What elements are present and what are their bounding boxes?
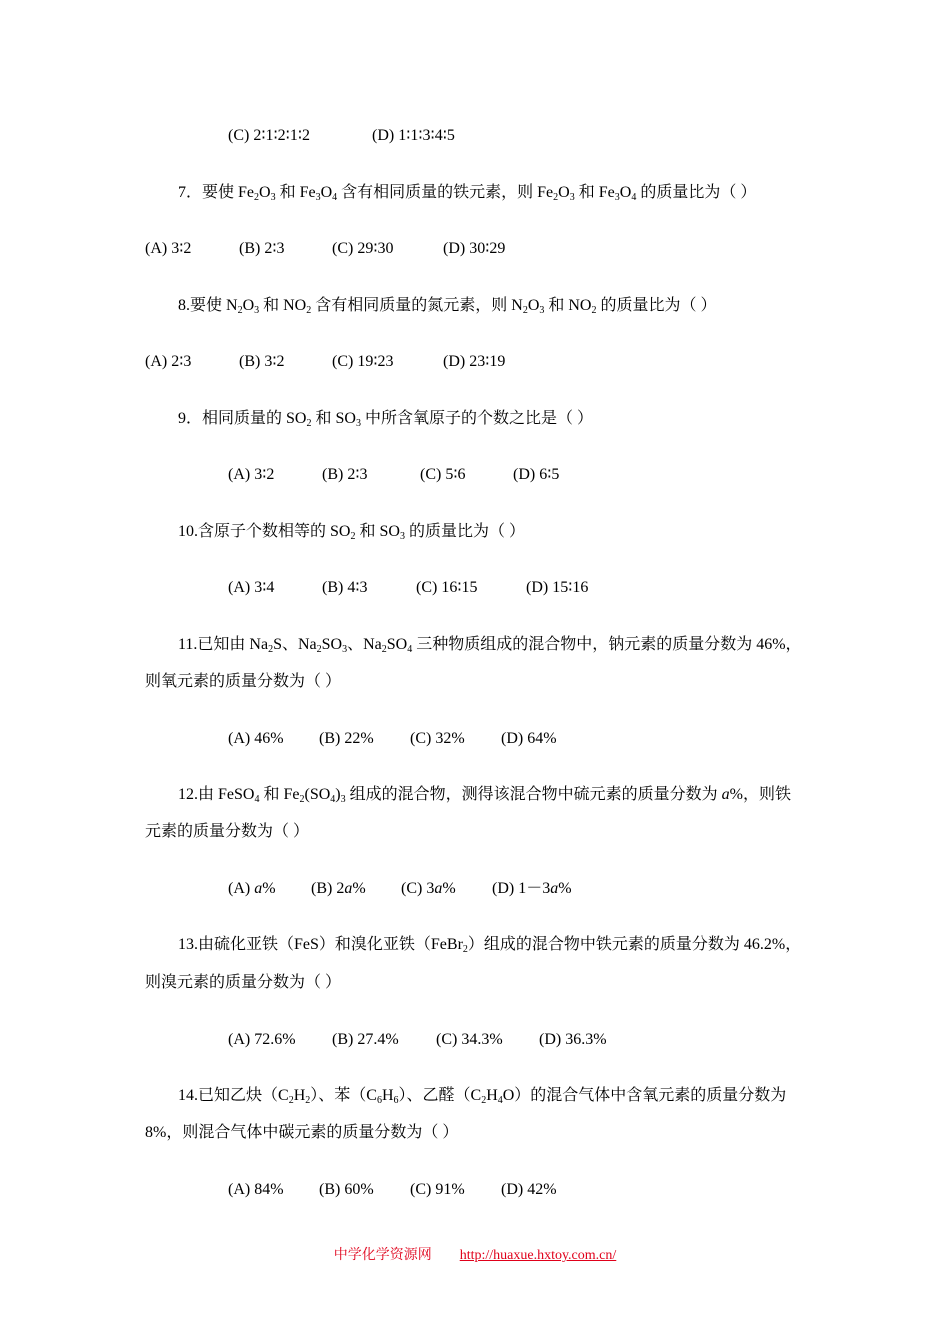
q8-option-d: (D) 23∶19 [443, 353, 506, 370]
footer-site-name: 中学化学资源网 [333, 1248, 432, 1263]
q13-stem: 13.由硫化亚铁（FeS）和溴化亚铁（FeBr$_2$）组成的混合物中铁元素的质量分数为 46.2%， [178, 936, 802, 955]
q10-option-c: (C) 16∶15 [416, 579, 478, 596]
q8-option-a: (A) 2∶3 [145, 353, 192, 370]
q14-stem: 14.已知乙炔$(C_2H_2)$、苯$(C_6H_6)$、乙醛$(C_2H_4O)$的混合气体中含氧元素的质量分数为 [178, 1087, 787, 1106]
q7-option-d: (D) 30∶29 [443, 240, 506, 257]
q9-option-d: (D) 6∶5 [513, 466, 560, 483]
q8-option-c: (C) 19∶23 [332, 353, 394, 370]
q12-option-c: (C) 3a% [401, 880, 456, 897]
q12-option-b: (B) 2a% [311, 880, 366, 897]
q11-option-c: (C) 32% [410, 730, 465, 747]
q11-stem: 11.已知由 $Na_2S$、$Na_2SO_3$、$Na_2SO_4$ 三种物质组成的混合物中，钠元素的质量分数为 46%， [178, 636, 802, 655]
q7-options [145, 239, 505, 259]
q12-option-d: (D) 1－3a% [492, 880, 572, 897]
q14-option-d: (D) 42% [501, 1181, 557, 1198]
q9-option-a: (A) 3∶2 [228, 466, 275, 483]
q10-option-b: (B) 4∶3 [322, 579, 368, 596]
q9-option-b: (B) 2∶3 [322, 466, 368, 483]
q13-stem-line2: 则溴元素的质量分数为（ ） [145, 974, 342, 991]
q11-option-b: (B) 22% [319, 730, 374, 747]
q6-options [228, 126, 455, 146]
q8-options [145, 352, 505, 372]
q13-option-b: (B) 27.4% [332, 1031, 399, 1048]
q13-option-d: (D) 36.3% [539, 1031, 607, 1048]
q6-option-d: (D) 1∶1∶3∶4∶5 [371, 127, 455, 144]
q7-stem: 7．要使 $Fe_2O_3$ 和 $Fe_3O_4$ 含有相同质量的铁元素，则 $Fe_2O_3$ 和 $Fe_3O_4$ 的质量比为（ ） [178, 184, 757, 203]
q13-option-a: (A) 72.6% [228, 1031, 296, 1048]
q11-option-a: (A) 46% [228, 730, 284, 747]
footer-url-link[interactable]: http://huaxue.hxtoy.com.cn/ [459, 1248, 617, 1263]
q7-option-b: (B) 2∶3 [239, 240, 285, 257]
q11-stem-line2: 则氧元素的质量分数为（ ） [145, 673, 342, 690]
q12-stem: 12.由 FeSO$_4$ 和 $Fe_2(SO_4)_3$ 组成的混合物，测得该混合物中硫元素的质量分数为 a%，则铁 [178, 786, 791, 805]
q10-options [228, 578, 588, 598]
q12-stem-line2: 元素的质量分数为（ ） [145, 823, 310, 840]
q14-option-b: (B) 60% [319, 1181, 374, 1198]
q13-options [228, 1030, 607, 1050]
q8-option-b: (B) 3∶2 [239, 353, 285, 370]
q14-stem-line2: 8%，则混合气体中碳元素的质量分数为（ ） [145, 1124, 459, 1141]
q8-stem: 8.要使 $N_2O_3$ 和 $NO_2$ 含有相同质量的氮元素，则 $N_2O_3$ 和 $NO_2$ 的质量比为（ ） [178, 297, 717, 316]
q10-option-d: (D) 15∶16 [526, 579, 589, 596]
q9-option-c: (C) 5∶6 [420, 466, 466, 483]
q7-option-c: (C) 29∶30 [332, 240, 394, 257]
q14-option-a: (A) 84% [228, 1181, 284, 1198]
q9-stem: 9．相同质量的 $SO_2$ 和 $SO_3$ 中所含氧原子的个数之比是（ ） [178, 410, 593, 429]
q11-options [228, 729, 557, 749]
q10-stem: 10.含原子个数相等的 $SO_2$ 和 $SO_3$ 的质量比为（ ） [178, 523, 525, 542]
q13-option-c: (C) 34.3% [436, 1031, 503, 1048]
q14-options [228, 1180, 557, 1200]
q7-option-a: (A) 3∶2 [145, 240, 192, 257]
q6-option-c: (C) 2∶1∶2∶1∶2 [228, 127, 310, 144]
q11-option-d: (D) 64% [501, 730, 557, 747]
q12-option-a: (A) a% [228, 880, 276, 897]
page-footer [0, 1246, 950, 1266]
q9-options [228, 465, 559, 485]
q10-option-a: (A) 3∶4 [228, 579, 275, 596]
q12-options [228, 879, 572, 899]
q14-option-c: (C) 91% [410, 1181, 465, 1198]
